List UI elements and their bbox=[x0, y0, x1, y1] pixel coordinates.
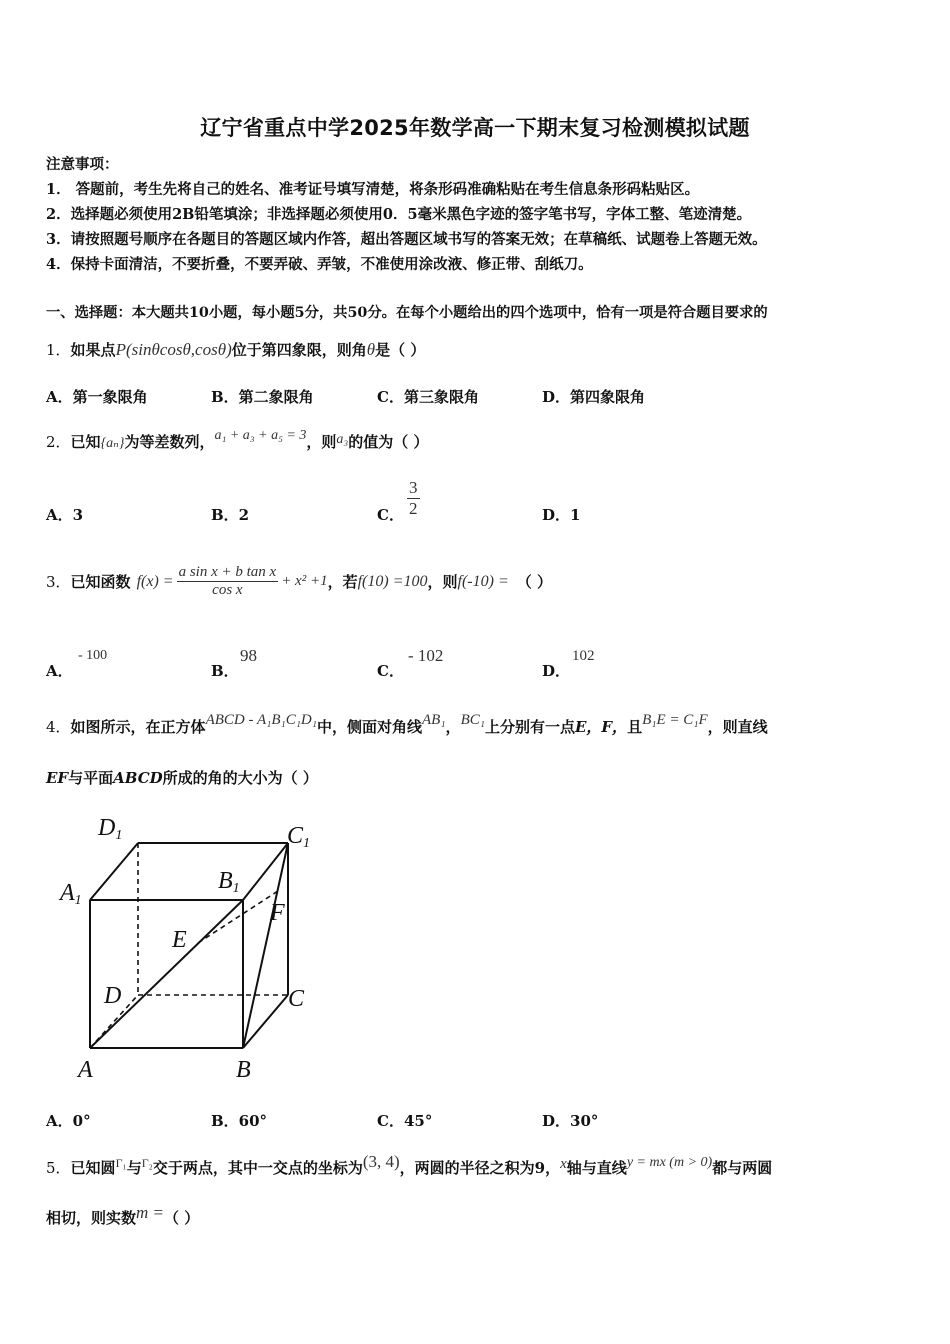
math-expression: θ bbox=[366, 340, 376, 359]
question-text: 且 bbox=[627, 718, 643, 736]
math-expression: P(sinθcosθ,cosθ) bbox=[115, 340, 232, 359]
label-c1: C1 bbox=[287, 823, 311, 851]
option-c: C． bbox=[377, 662, 404, 680]
option-d: D．第四象限角 bbox=[542, 388, 646, 406]
math-expression: a₁ + a₃ + a₅ = 3 bbox=[214, 428, 307, 443]
option-c: C． bbox=[377, 506, 404, 524]
question-text: 已知 bbox=[70, 433, 101, 451]
math-expression: y = mx (m > 0) bbox=[626, 1155, 713, 1170]
math-expression: f(10) =100 bbox=[357, 572, 428, 590]
option-a: A．3 bbox=[46, 506, 84, 524]
question-text: ，则直线 bbox=[707, 718, 768, 736]
question-text: 如果点 bbox=[70, 341, 116, 359]
math-expression: BC₁ bbox=[460, 712, 485, 728]
question-text: （ ） bbox=[516, 573, 552, 591]
question-number: 1． bbox=[46, 341, 71, 359]
math-expression: {aₙ} bbox=[100, 436, 125, 451]
option-b: B．2 bbox=[211, 506, 250, 524]
question-number: 2． bbox=[46, 433, 71, 451]
question-text: 已知圆 bbox=[70, 1159, 116, 1177]
question-1 bbox=[46, 339, 425, 360]
label-b1: B1 bbox=[218, 868, 240, 896]
option-c: C．45° bbox=[377, 1112, 433, 1130]
math-expression: (3, 4) bbox=[362, 1152, 400, 1171]
math-expression: EF bbox=[46, 769, 69, 787]
math-expression: m = bbox=[136, 1203, 165, 1222]
question-text: ，两圆的半径之积为9， bbox=[399, 1159, 561, 1177]
math-fraction bbox=[177, 564, 279, 599]
question-3 bbox=[46, 564, 552, 599]
notice-heading: 注意事项： bbox=[46, 156, 119, 173]
math-expression: Γ₁ bbox=[115, 1156, 127, 1170]
question-text: 交于两点，其中一交点的坐标为 bbox=[152, 1159, 363, 1177]
fraction-denominator: 2 bbox=[409, 499, 418, 518]
fraction-denominator: cos x bbox=[212, 582, 243, 598]
question-number: 4． bbox=[46, 718, 71, 736]
question-text: 为等差数列， bbox=[124, 433, 215, 451]
question-text: 如图所示，在正方体 bbox=[70, 718, 206, 736]
option-b: B．60° bbox=[211, 1112, 268, 1130]
math-expression: f(-10) = bbox=[457, 572, 509, 590]
option-b-value: 98 bbox=[240, 646, 257, 665]
option-a: A． bbox=[46, 662, 73, 680]
question-text: 已知函数 bbox=[70, 573, 131, 591]
math-expression: Γ₂ bbox=[141, 1156, 153, 1170]
question-text: 中，侧面对角线 bbox=[316, 718, 422, 736]
question-text: ，则 bbox=[427, 573, 458, 591]
question-text: 的值为（ ） bbox=[348, 433, 429, 451]
question-number: 3． bbox=[46, 573, 71, 591]
option-a: A．第一象限角 bbox=[46, 388, 148, 406]
label-f: F bbox=[270, 900, 285, 926]
question-2 bbox=[46, 428, 429, 452]
question-text: 都与两圆 bbox=[712, 1159, 773, 1177]
math-expression: ABCD bbox=[113, 769, 163, 787]
cube-figure bbox=[50, 805, 330, 1090]
question-text: 是（ ） bbox=[375, 341, 426, 359]
question-text: （ ） bbox=[164, 1209, 200, 1227]
label-d1: D1 bbox=[98, 815, 123, 843]
notice-item: 3．请按照题号顺序在各题目的答题区域内作答，超出答题区域书写的答案无效；在草稿纸、试题卷上答题无效。 bbox=[46, 231, 767, 248]
option-b: B． bbox=[211, 662, 239, 680]
notice-item: 4．保持卡面清洁，不要折叠，不要弄破、弄皱，不准使用涂改液、修正带、刮纸刀。 bbox=[46, 256, 593, 273]
option-d: D．30° bbox=[542, 1112, 599, 1130]
question-text: 与 bbox=[126, 1159, 142, 1177]
question-text: ，若 bbox=[327, 573, 358, 591]
option-d: D．1 bbox=[542, 506, 581, 524]
math-expression: AB₁ bbox=[422, 712, 446, 728]
question-5-line2 bbox=[46, 1203, 200, 1228]
option-d: D． bbox=[542, 662, 571, 680]
label-a: A bbox=[78, 1057, 93, 1083]
label-b: B bbox=[236, 1057, 251, 1083]
question-text: 相切，则实数 bbox=[46, 1209, 137, 1227]
option-a-value: - 100 bbox=[78, 648, 108, 663]
fraction-numerator: 3 bbox=[409, 478, 418, 497]
math-expression: x bbox=[560, 1156, 567, 1172]
question-4-line2 bbox=[46, 767, 318, 788]
question-text: 位于第四象限，则角 bbox=[231, 341, 367, 359]
page-title: 辽宁省重点中学2025年数学高一下期末复习检测模拟试题 bbox=[200, 116, 750, 140]
question-text: 所成的角的大小为（ ） bbox=[162, 769, 318, 787]
question-text: 上分别有一点 bbox=[484, 718, 575, 736]
question-text: ，则 bbox=[306, 433, 337, 451]
label-c: C bbox=[288, 986, 305, 1012]
question-text: ， bbox=[445, 718, 461, 736]
question-number: 5． bbox=[46, 1159, 71, 1177]
math-expression: B₁E = C₁F bbox=[642, 712, 708, 728]
notice-item: 1． 答题前，考生先将自己的姓名、准考证号填写清楚，将条形码准确粘贴在考生信息条形码粘贴区。 bbox=[46, 181, 700, 198]
option-b: B．第二象限角 bbox=[211, 388, 314, 406]
option-c-value: - 102 bbox=[408, 646, 444, 665]
math-expression: ABCD - A₁B₁C₁D₁ bbox=[205, 712, 317, 728]
notice-item: 2．选择题必须使用2B铅笔填涂；非选择题必须使用0．5毫米黑色字迹的签字笔书写，字体工整、笔迹清楚。 bbox=[46, 206, 752, 223]
option-c-fraction bbox=[407, 478, 420, 519]
section-heading: 一、选择题：本大题共10小题，每小题5分，共50分。在每个小题给出的四个选项中，恰有一项是符合题目要求的 bbox=[46, 305, 768, 321]
option-d-value: 102 bbox=[572, 648, 595, 664]
fraction-numerator: a sin x + b tan x bbox=[178, 564, 277, 580]
math-expression: f(x) = bbox=[136, 572, 174, 590]
option-a: A．0° bbox=[46, 1112, 91, 1130]
question-5 bbox=[46, 1152, 773, 1178]
label-a1: A1 bbox=[60, 880, 82, 908]
question-text: 与平面 bbox=[68, 769, 114, 787]
option-c: C．第三象限角 bbox=[377, 388, 479, 406]
math-expression: + x² +1 bbox=[281, 573, 328, 589]
label-d: D bbox=[104, 983, 122, 1009]
question-text: 轴与直线 bbox=[566, 1159, 627, 1177]
point-labels: E，F， bbox=[574, 718, 628, 736]
question-4 bbox=[46, 712, 768, 737]
math-expression: a₃ bbox=[336, 432, 349, 447]
label-e: E bbox=[172, 927, 187, 953]
